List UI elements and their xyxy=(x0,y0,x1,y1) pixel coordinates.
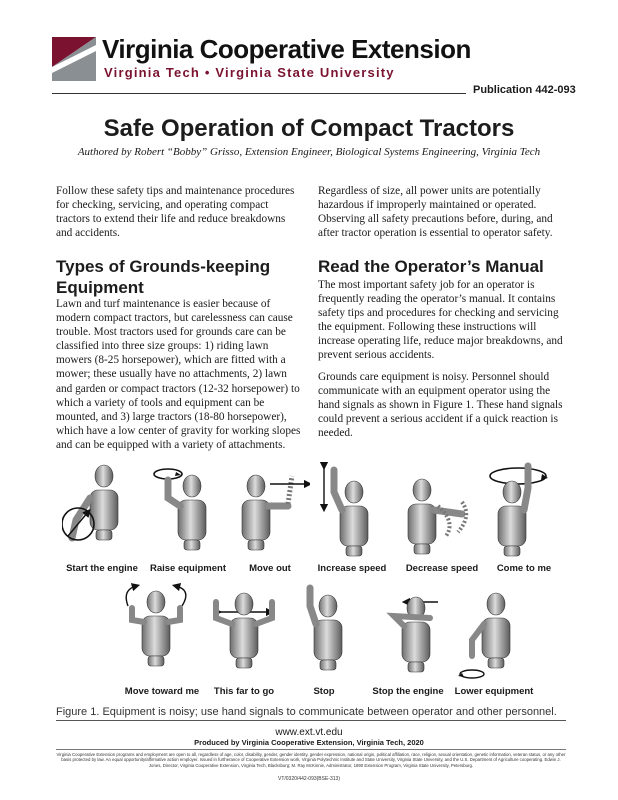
label-increase-speed: Increase speed xyxy=(317,563,387,574)
decrease-speed-signal-icon xyxy=(398,462,478,572)
footer-publication-code: VT/0320/442-093(BSE-313) xyxy=(278,776,340,782)
label-move-toward-me: Move toward me xyxy=(124,686,200,697)
label-lower-equipment: Lower equipment xyxy=(454,686,534,697)
paragraph-manual-1: The most important safety job for an operator is frequently reading the operator’s manual. It contains safety tips and procedures for checking and servicing the equipment. Following these instructions will increase operating life, reduce major breakdowns, and prevent serious accidents. xyxy=(318,279,563,362)
label-this-far-to-go: This far to go xyxy=(213,686,275,697)
org-name: Virginia Cooperative Extension xyxy=(102,34,471,64)
byline: Authored by Robert “Bobby” Grisso, Extension Engineer, Biological Systems Engineering, Virginia Tech xyxy=(77,146,541,158)
label-stop-engine: Stop the engine xyxy=(372,686,444,697)
label-start-engine: Start the engine xyxy=(66,563,138,574)
footer-url[interactable]: www.ext.vt.edu xyxy=(275,727,343,738)
start-engine-signal-icon xyxy=(62,462,142,572)
publication-number: Publication 442-093 xyxy=(473,84,576,96)
label-stop: Stop xyxy=(313,686,335,697)
move-out-signal-icon xyxy=(230,462,310,572)
stop-signal-icon xyxy=(288,578,368,688)
lower-equipment-signal-icon xyxy=(456,578,536,688)
figure-caption: Figure 1. Equipment is noisy; use hand signals to communicate between operator and other personnel. xyxy=(56,706,557,718)
come-to-me-signal-icon xyxy=(482,462,562,572)
move-toward-me-signal-icon xyxy=(118,578,198,688)
label-decrease-speed: Decrease speed xyxy=(405,563,479,574)
footer-rule xyxy=(56,749,566,750)
this-far-to-go-signal-icon xyxy=(204,578,284,688)
header-rule xyxy=(52,93,466,94)
stop-engine-signal-icon xyxy=(372,578,452,688)
vce-logo-icon xyxy=(52,37,96,81)
paragraph-manual-2: Grounds care equipment is noisy. Personnel should communicate with an equipment operator using the hand signals as shown in Figure 1. These hand signals could prevent a serious accident if a quick reaction is needed. xyxy=(318,371,563,440)
paragraph-types: Lawn and turf maintenance is easier because of modern compact tractors, but carelessness can cause trouble. Most tractors used for grounds care can be classified into three size groups: 1) riding lawn mowers (8-25 horsepower), which are fitted with a mower; these usually have no attachments, 2) lawn and garden or compact tractors (12-32 horsepower) to which a variety of tools and equipment can be mounted, and 3) large tractors (18-80 horsepower), which have a low center of gravity for working slopes and can be equipped with a variety of attachments. xyxy=(56,298,301,451)
label-raise-equipment: Raise equipment xyxy=(149,563,227,574)
label-move-out: Move out xyxy=(249,563,291,574)
org-subtitle: Virginia Tech • Virginia State University xyxy=(104,65,395,80)
intro-left: Follow these safety tips and maintenance procedures for checking, servicing, and operating compact tractors to extend their life and reduce breakdowns and accidents. xyxy=(56,185,295,240)
footer-produced-by: Produced by Virginia Cooperative Extension, Virginia Tech, 2020 xyxy=(194,738,424,747)
caption-rule xyxy=(56,720,566,721)
page-title: Safe Operation of Compact Tractors xyxy=(103,115,515,142)
increase-speed-signal-icon xyxy=(314,462,394,572)
heading-types: Types of Grounds-keeping Equipment xyxy=(56,257,271,297)
label-come-to-me: Come to me xyxy=(496,563,552,574)
heading-manual: Read the Operator’s Manual xyxy=(318,257,544,276)
raise-equipment-signal-icon xyxy=(146,462,226,572)
intro-right: Regardless of size, all power units are potentially hazardous if improperly maintained or operated. Observing all safety precautions before, during, and after tractor operation is essential to operator safety. xyxy=(318,185,553,240)
footer-legal-notice: Virginia Cooperative Extension programs and employment are open to all, regardless of age, color, disability, gender, gender identity, gender expression, national origin, political affiliation, race, religion, sexual orientation, genetic information, veteran status, or any other basis protected by law. An equal opportunity/affirmative action employer. Issued in furtherance of Cooperative Extension work, Virginia Polytechnic Institute and State University, Virginia State University, and the U.S. Department of Agriculture cooperating. Edwin J. Jones, Director, Virginia Cooperative Extension, Virginia Tech, Blacksburg; M. Ray McKinnie, Administrator, 1890 Extension Program, Virginia State University, Petersburg. xyxy=(56,752,566,768)
